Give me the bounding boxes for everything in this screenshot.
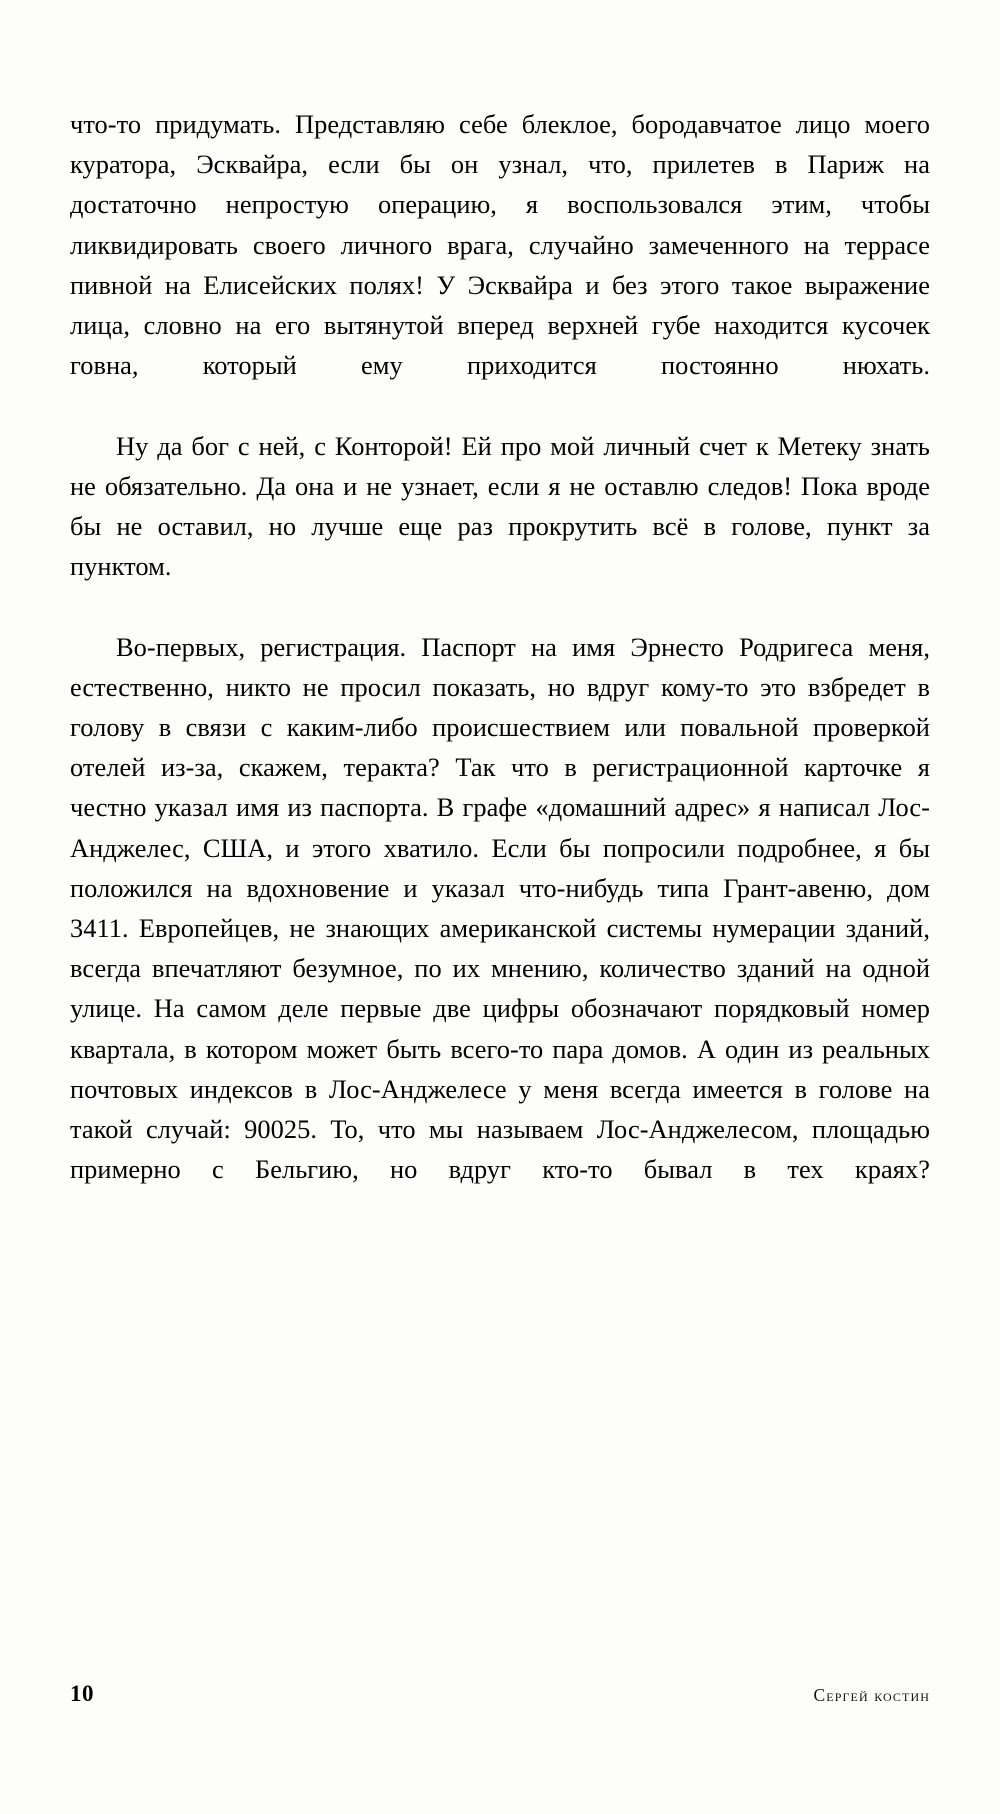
page-number: 10 — [70, 1681, 94, 1706]
page-footer — [70, 1682, 930, 1722]
paragraph: Ну да бог с ней, с Конторой! Ей про мой личный счет к Метеку знать не обязательно. Да она и не узнает, если я не оставлю следов! Пока вроде бы не оставил, но лучше еще раз прокрутить всё в голове, пункт за пунктом. — [70, 430, 930, 582]
running-head-author: сергей костин — [813, 1685, 930, 1705]
paragraph: Во-первых, регистрация. Паспорт на имя Эрнесто Родригеса меня, естественно, никто не просил показать, но вдруг кому-то это взбредет в голову в связи с каким-либо происшествием или повальной проверкой отелей из-за, скажем, теракта? Так что в регистрационной карточке я честно указал имя из паспорта. В графе «домашний адрес» я написал Лос-Анджелес, США, и этого хватило. Если бы попросили подробнее, я бы положился на вдохновение и указал что-нибудь типа Грант-авеню, дом 3411. Европейцев, не знающих американской системы нумерации зданий, всегда впечатляют безумное, по их мнению, количество зданий на одной улице. На самом деле первые две цифры обозначают порядковый номер квартала, в котором может быть всего-то пара домов. А один из реальных почтовых индексов в Лос-Анджелесе у меня всегда имеется в голове на такой случай: 90025. То, что мы называем Лос-Анджелесом, площадью примерно с Бельгию, но вдруг кто-то бывал в тех краях? — [70, 631, 930, 1185]
page-text-block — [70, 104, 930, 1230]
paragraph-continuation: что-то придумать. Представляю себе блеклое, бородавчатое лицо моего куратора, Эсквайра, если бы он узнал, что, прилетев в Париж на достаточно непростую операцию, я воспользовался этим, чтобы ликвидировать своего личного врага, случайно замеченного на террасе пивной на Елисейских полях! У Эсквайра и без этого такое выражение лица, словно на его вытянутой вперед верхней губе находится кусочек говна, который ему приходится постоянно нюхать. — [70, 109, 930, 381]
